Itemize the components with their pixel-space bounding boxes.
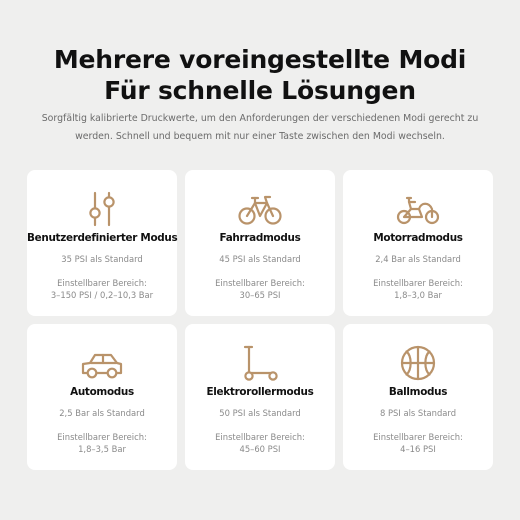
basketball-icon [343, 343, 493, 383]
mode-card-ball [343, 324, 493, 470]
mode-range-label: Einstellbarer Bereich: [57, 432, 147, 442]
scooter-icon [185, 343, 335, 383]
motorcycle-icon [343, 189, 493, 229]
mode-range-label: Einstellbarer Bereich: [373, 278, 463, 288]
mode-card-bicycle [185, 170, 335, 316]
mode-title: Automodus [70, 386, 134, 398]
mode-title: Ballmodus [388, 386, 448, 398]
mode-range-label: Einstellbarer Bereich: [215, 278, 305, 288]
mode-grid [27, 170, 493, 470]
sliders-icon [27, 189, 177, 229]
mode-range-value: 30–65 PSI [239, 290, 281, 300]
title-line-2: Für schnelle Lösungen [104, 76, 416, 105]
mode-range-value: 3–150 PSI / 0,2–10,3 Bar [50, 290, 154, 300]
mode-card-custom [27, 170, 177, 316]
mode-range-value: 4–16 PSI [400, 444, 436, 454]
mode-range-value: 45–60 PSI [239, 444, 281, 454]
mode-default-value: 35 PSI als Standard [61, 254, 143, 264]
mode-default-value: 45 PSI als Standard [219, 254, 301, 264]
mode-range-label: Einstellbarer Bereich: [215, 432, 305, 442]
mode-range-label: Einstellbarer Bereich: [373, 432, 463, 442]
page-title [0, 44, 520, 106]
car-icon [27, 343, 177, 383]
title-line-1: Mehrere voreingestellte Modi [53, 45, 467, 74]
mode-card-motorcycle [343, 170, 493, 316]
mode-default-value: 2,5 Bar als Standard [59, 408, 145, 418]
mode-title: Fahrradmodus [219, 232, 301, 244]
bicycle-icon [185, 189, 335, 229]
mode-range-value: 1,8–3,5 Bar [78, 444, 126, 454]
mode-default-value: 50 PSI als Standard [219, 408, 301, 418]
page-subtitle: Sorgfältig kalibrierte Druckwerte, um den Anforderungen der verschiedenen Modi gerecht zu werden. Schnell und bequem mit nur einer Taste zwischen den Modi wechseln. [41, 113, 479, 142]
mode-default-value: 2,4 Bar als Standard [375, 254, 461, 264]
mode-default-value: 8 PSI als Standard [379, 408, 457, 418]
mode-title: Benutzerdefinierter Modus [27, 232, 178, 244]
mode-range-value: 1,8–3,0 Bar [394, 290, 442, 300]
mode-title: Elektrorollermodus [206, 386, 314, 398]
mode-title: Motorradmodus [373, 232, 463, 244]
mode-range-label: Einstellbarer Bereich: [57, 278, 147, 288]
mode-card-scooter [185, 324, 335, 470]
mode-card-car [27, 324, 177, 470]
